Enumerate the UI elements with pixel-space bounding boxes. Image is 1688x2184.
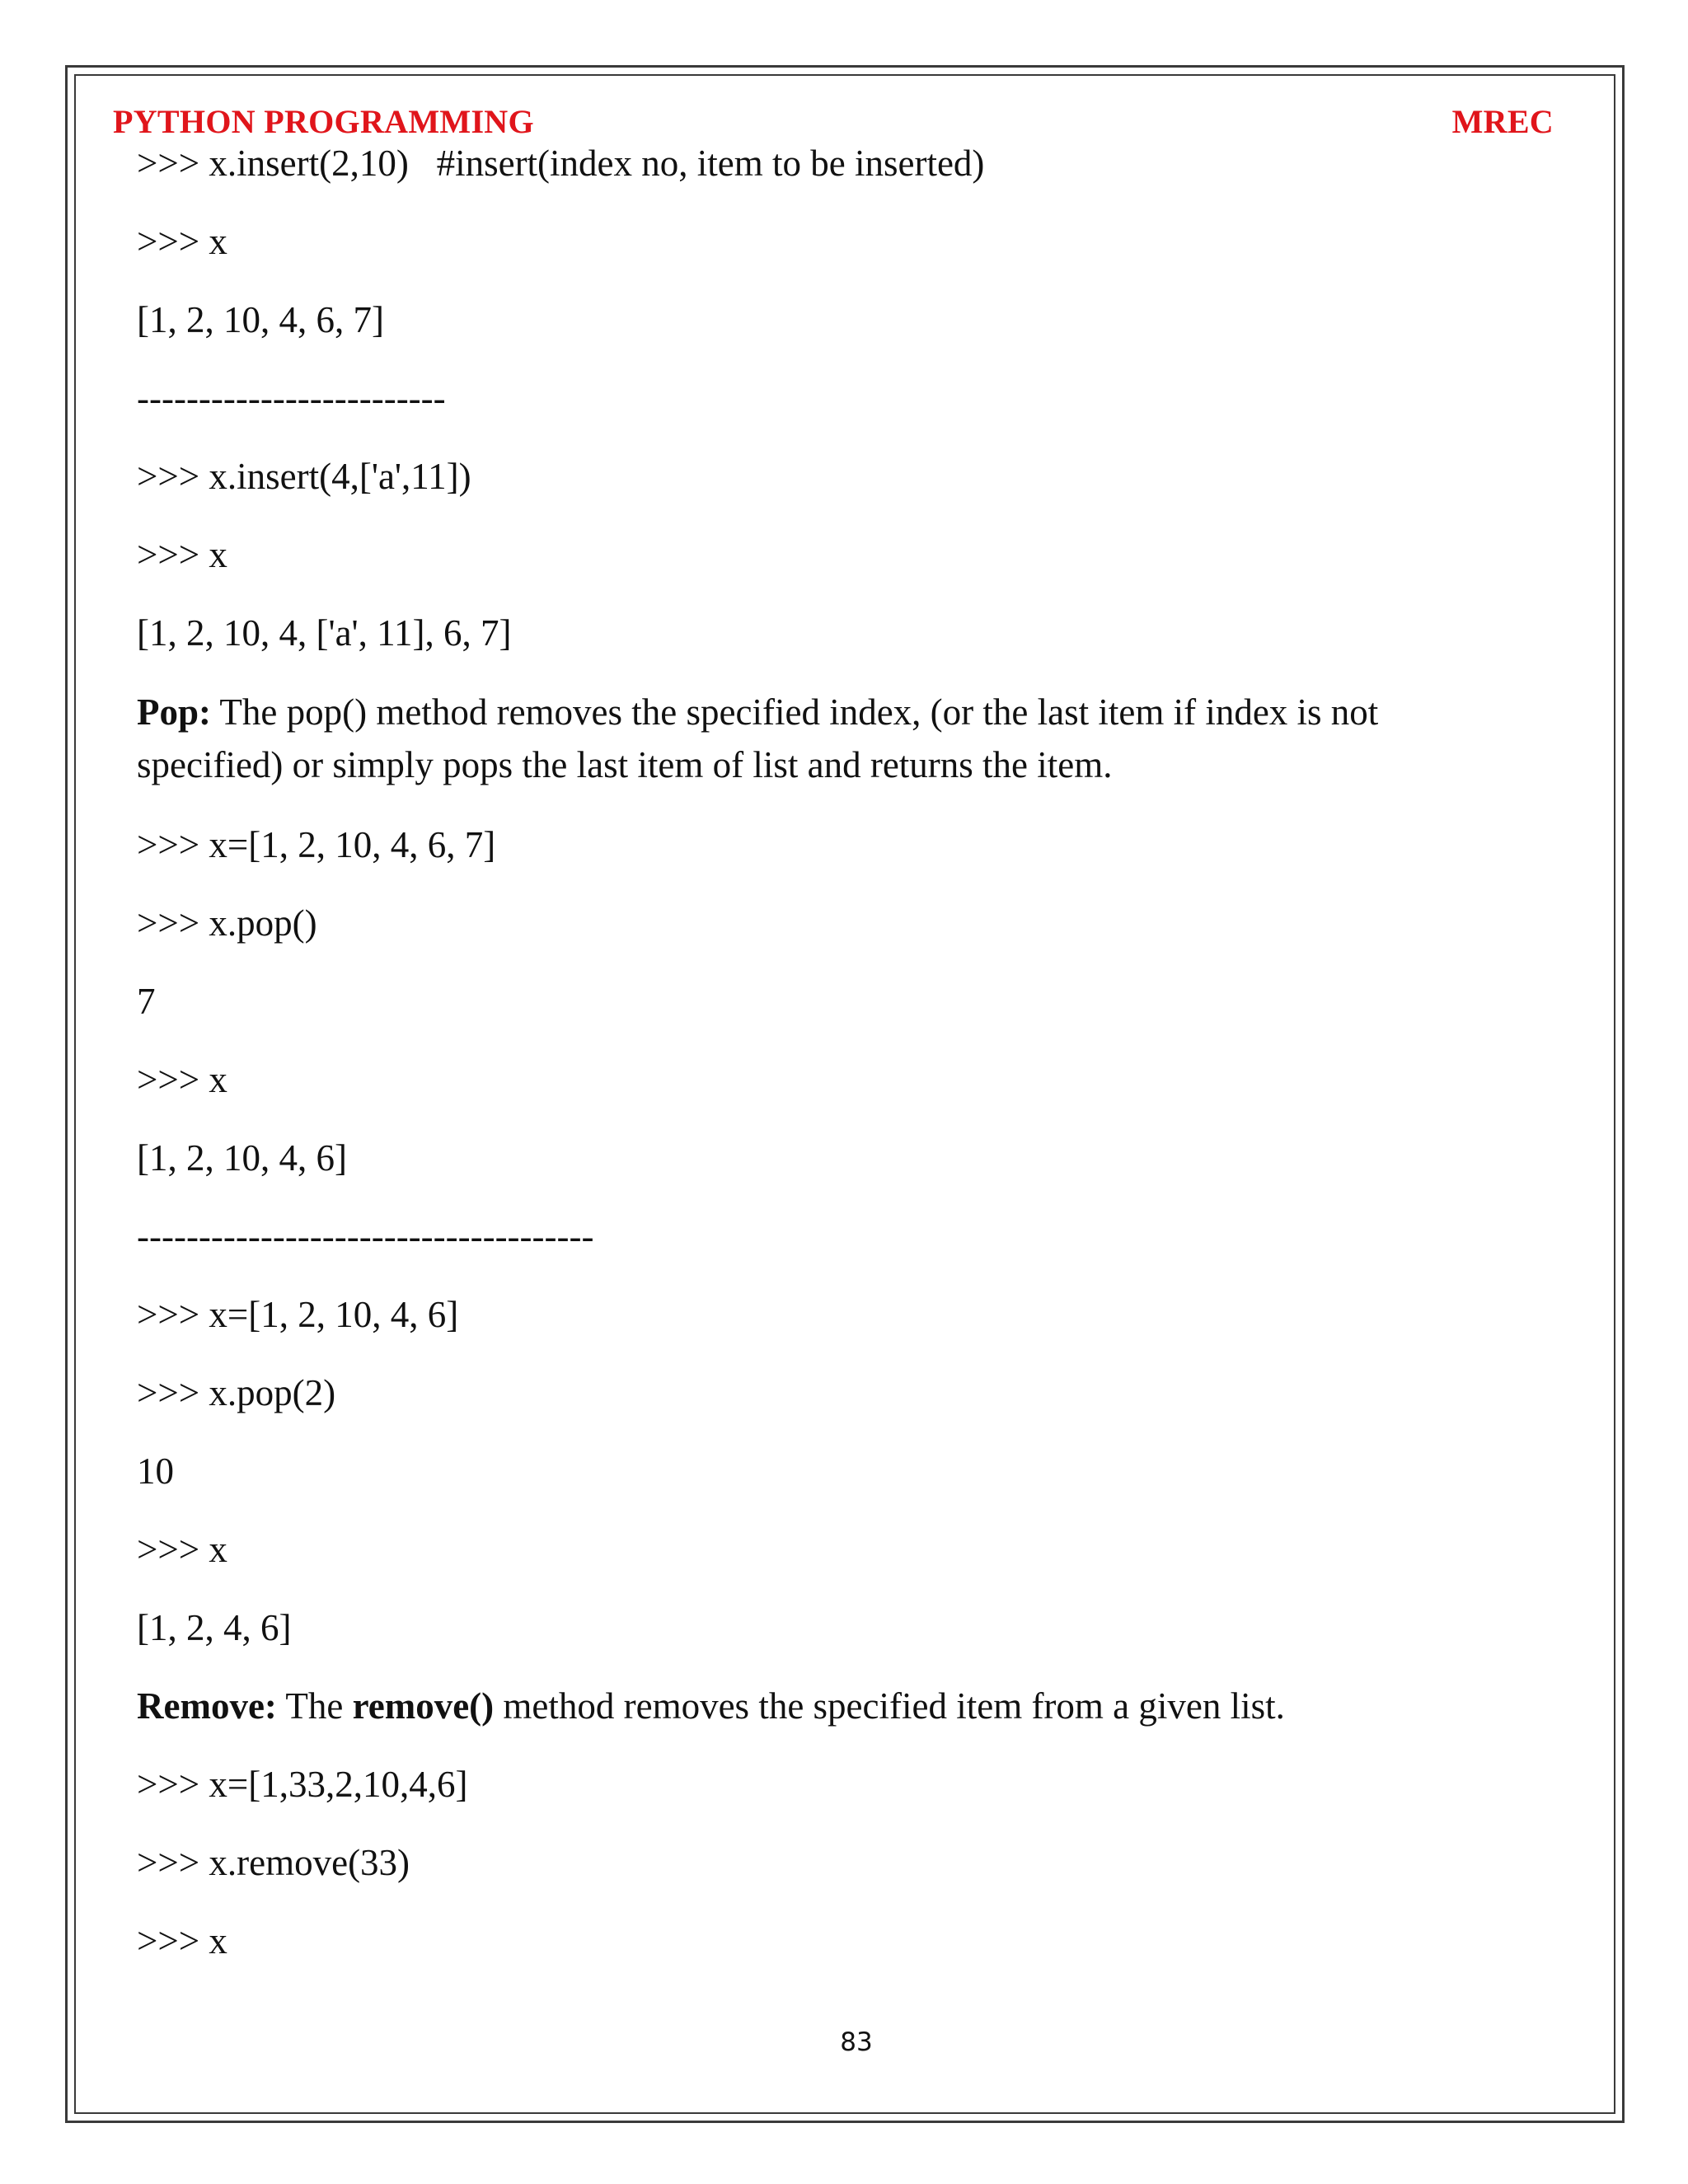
code-line: >>> x.insert(2,10) #insert(index no, item to be inserted) [137,143,985,184]
remove-text-2: method removes the specified item from a given list. [494,1685,1285,1727]
remove-text-1: The [276,1685,353,1727]
header-institution: MREC [1451,103,1554,140]
code-line: >>> x=[1, 2, 10, 4, 6, 7] [137,824,496,865]
output-line: 7 [137,981,156,1022]
output-line: [1, 2, 10, 4, 6, 7] [137,299,384,340]
code-line: >>> x [137,534,227,575]
output-line: [1, 2, 4, 6] [137,1607,292,1648]
output-line: [1, 2, 10, 4, 6] [137,1137,347,1179]
code-line: >>> x [137,1059,227,1100]
remove-paragraph [137,1680,1489,1732]
code-line: >>> x.remove(33) [137,1842,410,1883]
code-line: >>> x.insert(4,['a',11]) [137,456,471,497]
output-line: 10 [137,1451,174,1492]
code-line: >>> x.pop() [137,902,317,944]
pop-term: Pop: [137,691,211,733]
code-line: >>> x=[1,33,2,10,4,6] [137,1764,468,1805]
output-line: [1, 2, 10, 4, ['a', 11], 6, 7] [137,612,512,654]
code-line: >>> x=[1, 2, 10, 4, 6] [137,1294,459,1335]
code-line: >>> x [137,221,227,262]
remove-code: remove() [352,1685,495,1727]
header-title: PYTHON PROGRAMMING [113,103,534,140]
pop-description: The pop() method removes the specified index, (or the last item if index is not specified) or simply pops the last item of list and returns the item. [137,691,1379,785]
separator-line: ------------------------------------- [137,1216,594,1257]
remove-term: Remove: [137,1685,277,1727]
code-line: >>> x [137,1529,227,1570]
page-number: 83 [840,2027,873,2057]
code-line: >>> x.pop(2) [137,1372,336,1413]
pop-paragraph [137,686,1489,791]
code-line: >>> x [137,1920,227,1961]
separator-line: ------------------------- [137,377,446,419]
